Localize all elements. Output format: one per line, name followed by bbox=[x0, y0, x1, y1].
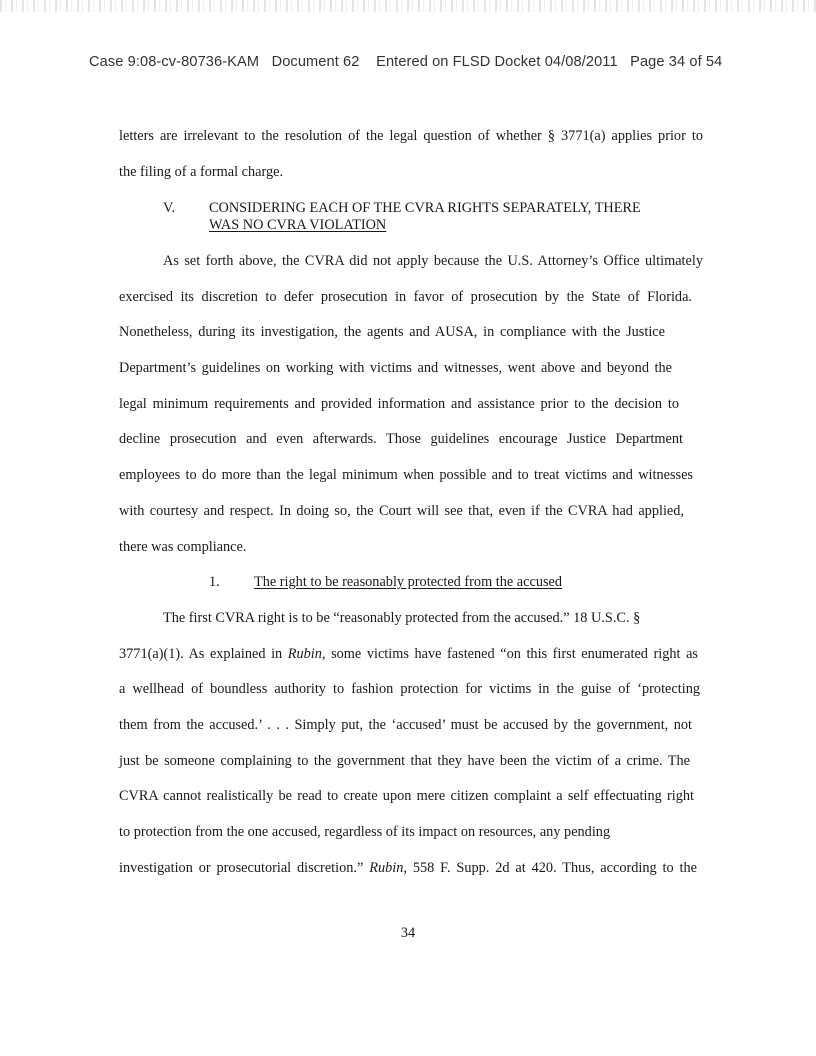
scan-edge-artifact bbox=[0, 0, 816, 12]
section-title-line2: WAS NO CVRA VIOLATION bbox=[209, 217, 387, 233]
paragraph-line: Nonetheless, during its investigation, the agents and AUSA, in compliance with the Justice bbox=[119, 324, 665, 340]
document-number: Document 62 bbox=[271, 54, 360, 70]
paragraph-line: The first CVRA right is to be “reasonably protected from the accused.” 18 U.S.C. § bbox=[163, 610, 641, 626]
paragraph-line: CVRA cannot realistically be read to create upon mere citizen complaint a self effectuating right bbox=[119, 788, 694, 804]
paragraph-line: just be someone complaining to the government that they have been the victim of a crime. The bbox=[119, 753, 690, 769]
paragraph-line: investigation or prosecutorial discretion.” Rubin, 558 F. Supp. 2d at 420. Thus, according to the bbox=[119, 860, 698, 876]
case-citation-italic: Rubin bbox=[287, 646, 322, 662]
paragraph-line: legal minimum requirements and provided information and assistance prior to the decision to bbox=[119, 396, 679, 412]
paragraph-line: a wellhead of boundless authority to fashion protection for victims in the guise of ‘protecting bbox=[119, 681, 700, 697]
case-citation-italic: Rubin bbox=[369, 860, 404, 876]
entered-date: Entered on FLSD Docket 04/08/2011 bbox=[376, 54, 618, 70]
docket-header bbox=[89, 54, 749, 70]
section-number: V. bbox=[163, 200, 176, 216]
paragraph-line: employees to do more than the legal minimum when possible and to treat victims and witnesses bbox=[119, 467, 693, 483]
paragraph-line: there was compliance. bbox=[119, 539, 247, 555]
paragraph-line: to protection from the one accused, regardless of its impact on resources, any pending bbox=[119, 824, 611, 840]
paragraph-line: Department’s guidelines on working with victims and witnesses, went above and beyond the bbox=[119, 360, 672, 376]
paragraph-line: decline prosecution and even afterwards. Those guidelines encourage Justice Department bbox=[119, 431, 683, 447]
paragraph-line: with courtesy and respect. In doing so, the Court will see that, even if the CVRA had applied, bbox=[119, 503, 684, 519]
page-number: 34 bbox=[400, 925, 416, 941]
paragraph-line: exercised its discretion to defer prosecution in favor of prosecution by the State of Florida. bbox=[119, 289, 692, 305]
paragraph-line: them from the accused.’ . . . Simply put, the ‘accused’ must be accused by the government, not bbox=[119, 717, 692, 733]
section-title-line1: CONSIDERING EACH OF THE CVRA RIGHTS SEPARATELY, THERE bbox=[209, 200, 641, 216]
paragraph-line: 3771(a)(1). As explained in Rubin, some victims have fastened “on this first enumerated right as bbox=[119, 646, 698, 662]
paragraph-line: As set forth above, the CVRA did not apply because the U.S. Attorney’s Office ultimately bbox=[163, 253, 703, 269]
subsection-title: The right to be reasonably protected from the accused bbox=[254, 574, 563, 590]
paragraph-line: the filing of a formal charge. bbox=[119, 164, 284, 180]
case-number: Case 9:08-cv-80736-KAM bbox=[89, 54, 260, 70]
page-of-total: Page 34 of 54 bbox=[630, 54, 723, 70]
subsection-number: 1. bbox=[209, 574, 220, 590]
paragraph-line: letters are irrelevant to the resolution of the legal question of whether § 3771(a) applies prior to bbox=[119, 128, 703, 144]
